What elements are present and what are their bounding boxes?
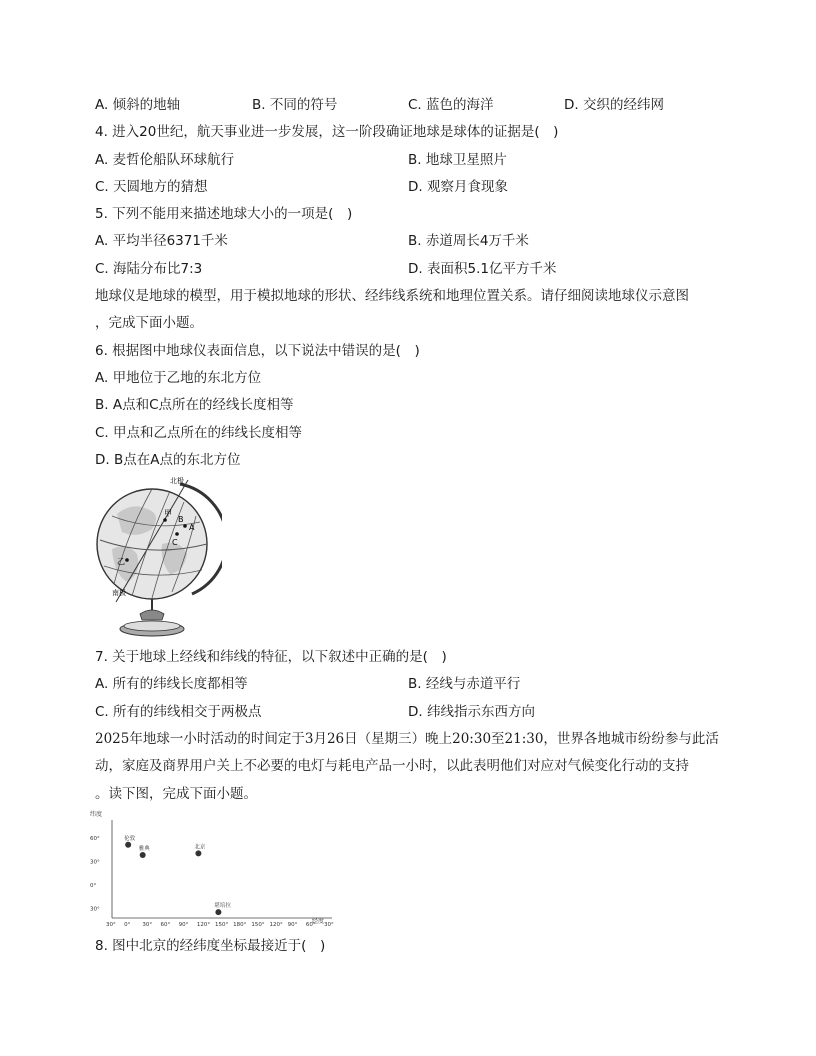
globe-label-a: A <box>189 523 195 532</box>
x-tick-label: 90° <box>178 922 189 928</box>
q6-stem: 6. 根据图中地球仪表面信息，以下说法中错误的是( ) <box>95 343 420 359</box>
globe-intro-line-1: 地球仪是地球的模型，用于模拟地球的形状、经纬线系统和地理位置关系。请仔细阅读地球仪示意图 <box>95 288 689 304</box>
y-tick-label: 30° <box>90 859 100 866</box>
x-tick-label: 30° <box>142 922 153 928</box>
city-point <box>215 909 221 915</box>
city-point <box>125 842 131 848</box>
q4-option-a: A. 麦哲伦船队环球航行 <box>95 152 235 168</box>
q3-option-c: C. 蓝色的海洋 <box>408 97 494 113</box>
x-tick-label: 150° <box>251 922 265 928</box>
city-point <box>195 850 201 856</box>
q3-option-d: D. 交织的经纬网 <box>564 97 664 113</box>
x-tick-label: 0° <box>124 922 131 928</box>
y-tick-label: 0° <box>90 882 97 889</box>
earth-hour-intro-line-2: 动，家庭及商界用户关上不必要的电灯与耗电产品一小时，以此表明他们对应对气候变化行动的支持 <box>95 758 689 774</box>
q6-option-c: C. 甲点和乙点所在的纬线长度相等 <box>95 425 303 441</box>
y-axis-title: 纬度 <box>90 811 103 818</box>
globe-label-c: C <box>172 538 178 547</box>
city-label: 北京 <box>194 844 206 851</box>
globe-label-north-pole: 北极 <box>170 477 184 485</box>
y-tick-label: 60° <box>90 835 100 842</box>
x-tick-label: 90° <box>287 922 298 928</box>
q3-option-a: A. 倾斜的地轴 <box>95 97 181 113</box>
globe-label-b: B <box>178 515 184 524</box>
globe-label-jia: 甲 <box>164 509 172 518</box>
globe-figure <box>92 474 222 639</box>
q5-option-a: A. 平均半径6371千米 <box>95 233 228 249</box>
x-tick-label: 60° <box>305 922 316 928</box>
x-tick-label: 120° <box>196 922 211 928</box>
q6-option-a: A. 甲地位于乙地的东北方位 <box>95 370 262 386</box>
q5-option-c: C. 海陆分布比7:3 <box>95 261 203 277</box>
coordinate-chart <box>88 808 338 930</box>
q4-option-d: D. 观察月食现象 <box>408 179 508 195</box>
q4-option-b: B. 地球卫星照片 <box>408 152 507 168</box>
q5-option-b: B. 赤道周长4万千米 <box>408 233 529 249</box>
y-tick-label: 30° <box>90 906 100 913</box>
city-label: 堪培拉 <box>214 903 231 910</box>
q6-option-b: B. A点和C点所在的经线长度相等 <box>95 397 294 413</box>
earth-hour-intro-line-1: 2025年地球一小时活动的时间定于3月26日（星期三）晚上20:30至21:30，世界各地城市纷纷参与此活 <box>95 731 719 747</box>
q5-stem: 5. 下列不能用来描述地球大小的一项是( ) <box>95 206 353 222</box>
q4-stem: 4. 进入20世纪，航天事业进一步发展，这一阶段确证地球是球体的证据是( ) <box>95 124 559 140</box>
x-tick-label: 30° <box>324 922 334 928</box>
q8-stem: 8. 图中北京的经纬度坐标最接近于( ) <box>95 938 326 954</box>
globe-label-south-pole: 南极 <box>112 589 126 597</box>
x-tick-label: 30° <box>106 922 116 928</box>
x-tick-label: 180° <box>233 922 247 928</box>
q7-option-c: C. 所有的纬线相交于两极点 <box>95 704 262 720</box>
city-label: 伦敦 <box>124 835 136 842</box>
city-point <box>140 852 146 858</box>
q3-option-b: B. 不同的符号 <box>252 97 338 113</box>
q7-stem: 7. 关于地球上经线和纬线的特征，以下叙述中正确的是( ) <box>95 649 447 665</box>
globe-intro-line-2: ，完成下面小题。 <box>95 315 203 331</box>
x-tick-label: 120° <box>269 922 283 928</box>
earth-hour-intro-line-3: 。读下图，完成下面小题。 <box>95 786 257 802</box>
x-tick-label: 60° <box>160 922 171 928</box>
q7-option-a: A. 所有的纬线长度都相等 <box>95 676 248 692</box>
q5-option-d: D. 表面积5.1亿平方千米 <box>408 261 557 277</box>
q7-option-d: D. 纬线指示东西方向 <box>408 704 535 720</box>
x-tick-label: 150° <box>215 922 229 928</box>
q6-option-d: D. B点在A点的东北方位 <box>95 452 241 468</box>
city-label: 雅典 <box>138 845 150 852</box>
q7-option-b: B. 经线与赤道平行 <box>408 676 521 692</box>
x-axis-title: 经度 <box>312 918 325 925</box>
globe-label-yi: 乙 <box>117 557 125 566</box>
q4-option-c: C. 天圆地方的猜想 <box>95 179 208 195</box>
